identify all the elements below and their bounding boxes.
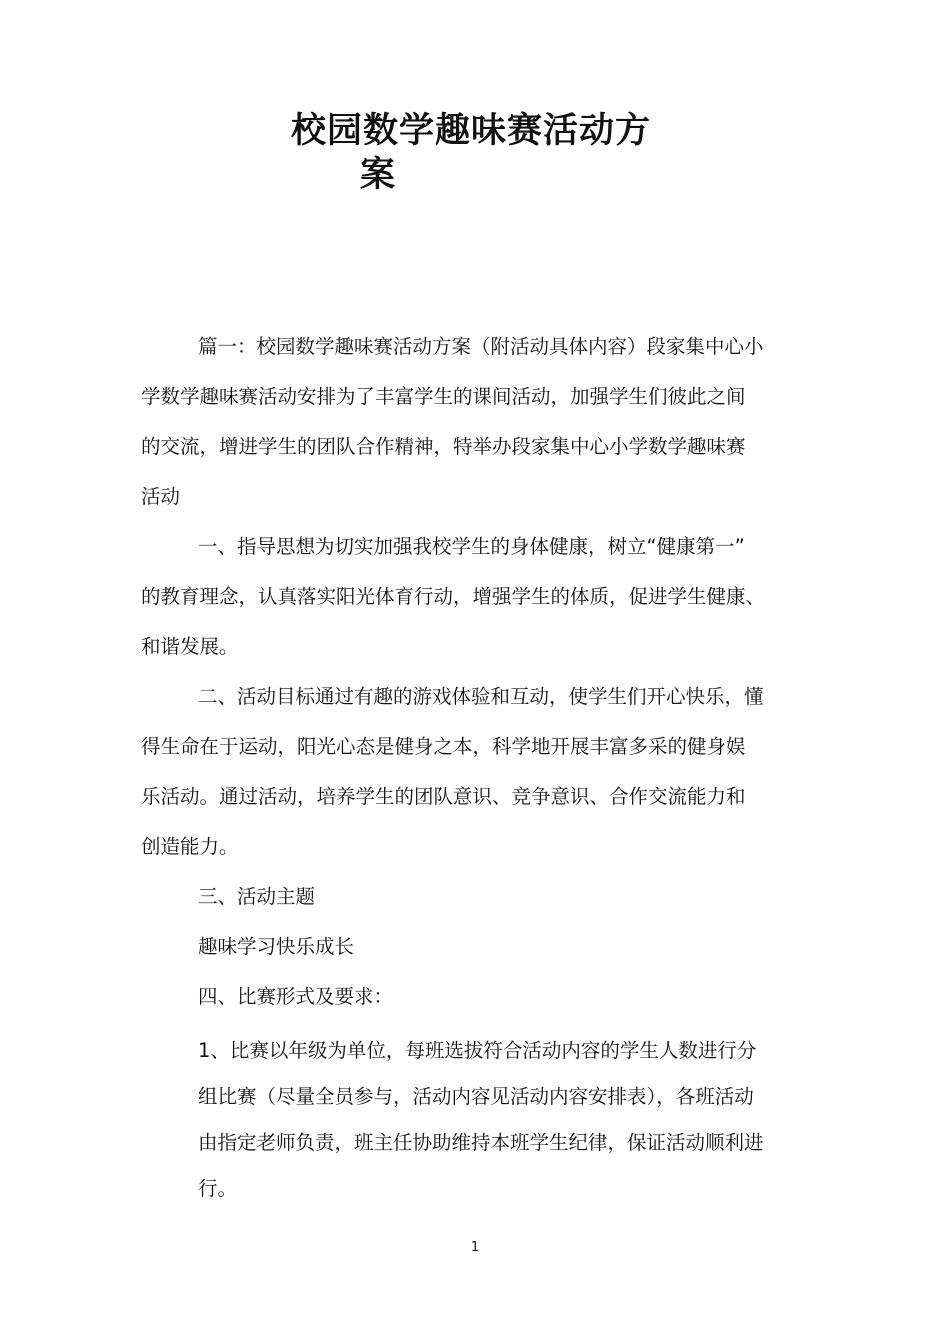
paragraph-line: 一、指导思想为切实加强我校学生的身体健康，树立“健康第一” — [198, 535, 745, 558]
section-heading: 四、比赛形式及要求： — [198, 985, 394, 1008]
paragraph-line: 二、活动目标通过有趣的游戏体验和互动，使学生们开心快乐，懂 — [198, 685, 764, 708]
list-item-line: 由指定老师负责，班主任协助维持本班学生纪律，保证活动顺利进 — [198, 1131, 764, 1154]
document-title-line-1: 校园数学趣味赛活动方 — [291, 111, 652, 151]
paragraph-line: 创造能力。 — [141, 835, 239, 858]
paragraph-line: 的教育理念，认真落实阳光体育行动，增强学生的体质，促进学生健康、 — [141, 585, 766, 608]
paragraph-line: 乐活动。通过活动，培养学生的团队意识、竞争意识、合作交流能力和 — [141, 785, 746, 808]
section-heading: 三、活动主题 — [198, 885, 316, 908]
page-number: 1 — [470, 1240, 480, 1255]
paragraph-line: 趣味学习快乐成长 — [198, 935, 355, 958]
list-item-line: 组比赛（尽量全员参与，活动内容见活动内容安排表），各班活动 — [198, 1085, 754, 1108]
paragraph-line: 活动 — [141, 485, 181, 508]
paragraph-line: 得生命在于运动，阳光心态是健身之本，科学地开展丰富多采的健身娱 — [141, 735, 746, 758]
list-item-line: 行。 — [198, 1177, 238, 1200]
paragraph-line: 的交流，增进学生的团队合作精神，特举办段家集中心小学数学趣味赛 — [141, 435, 746, 458]
paragraph-line: 学数学趣味赛活动安排为了丰富学生的课间活动，加强学生们彼此之间 — [141, 385, 746, 408]
document-title-line-2: 案 — [360, 155, 397, 195]
list-item-line: 1、比赛以年级为单位，每班选拔符合活动内容的学生人数进行分 — [198, 1039, 757, 1062]
paragraph-line: 和谐发展。 — [141, 635, 239, 658]
paragraph-line: 篇一：校园数学趣味赛活动方案（附活动具体内容）段家集中心小 — [198, 335, 764, 358]
